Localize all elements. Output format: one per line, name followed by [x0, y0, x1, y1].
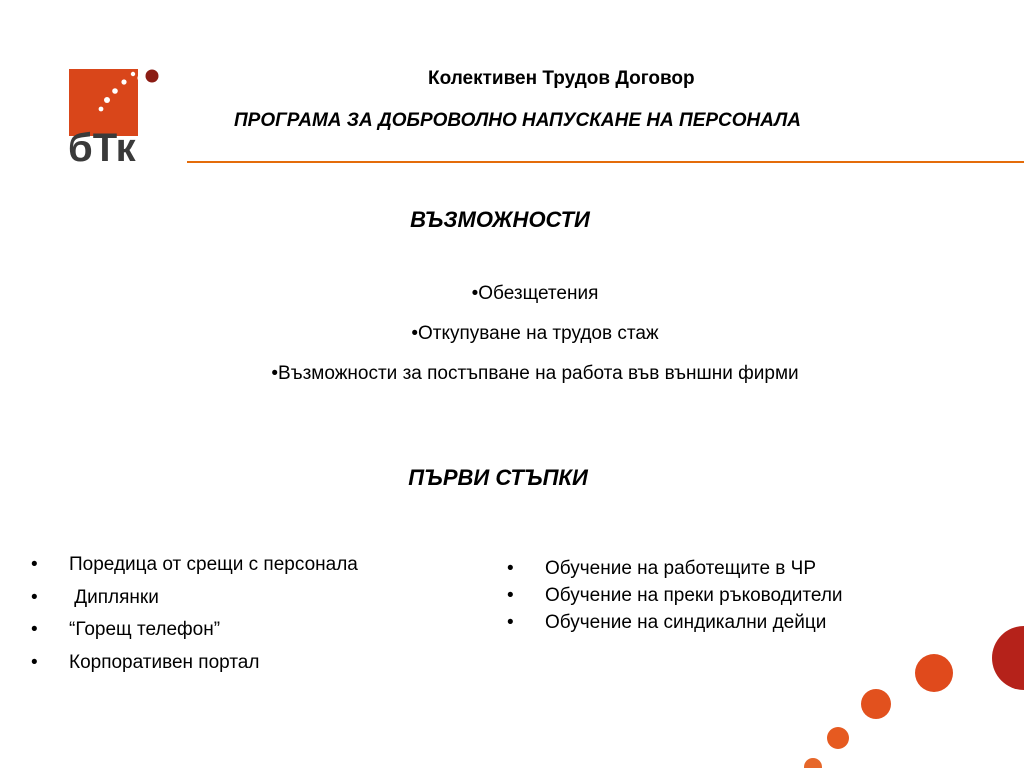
list-item: •Възможности за постъпване на работа във външни фирми [271, 363, 799, 384]
list-item: • Обучение на работещите в ЧР [507, 555, 843, 582]
opportunities-list [0, 274, 1024, 394]
logo-text: бТк [68, 126, 136, 168]
list-item: • Поредица от срещи с персонала [31, 549, 358, 582]
header-divider [187, 161, 1024, 163]
list-item: • Обучение на синдикални дейци [507, 609, 843, 636]
list-item: •Обезщетения [471, 283, 599, 304]
list-item: • Обучение на преки ръководители [507, 582, 843, 609]
list-item: • Диплянки [31, 582, 358, 615]
first-steps-left-list [31, 549, 358, 679]
list-item: • “Горещ телефон” [31, 614, 358, 647]
document-subtitle: ПРОГРАМА ЗА ДОБРОВОЛНО НАПУСКАНЕ НА ПЕРСОНАЛА [234, 110, 802, 131]
list-item: • Корпоративен портал [31, 647, 358, 680]
list-item: •Откупуване на трудов стаж [411, 323, 659, 344]
decorative-dots [784, 608, 1024, 768]
first-steps-heading: ПЪРВИ СТЪПКИ [408, 465, 588, 490]
btk-logo [66, 66, 166, 168]
opportunities-heading: ВЪЗМОЖНОСТИ [410, 207, 590, 232]
document-title: Колективен Трудов Договор [428, 68, 695, 89]
